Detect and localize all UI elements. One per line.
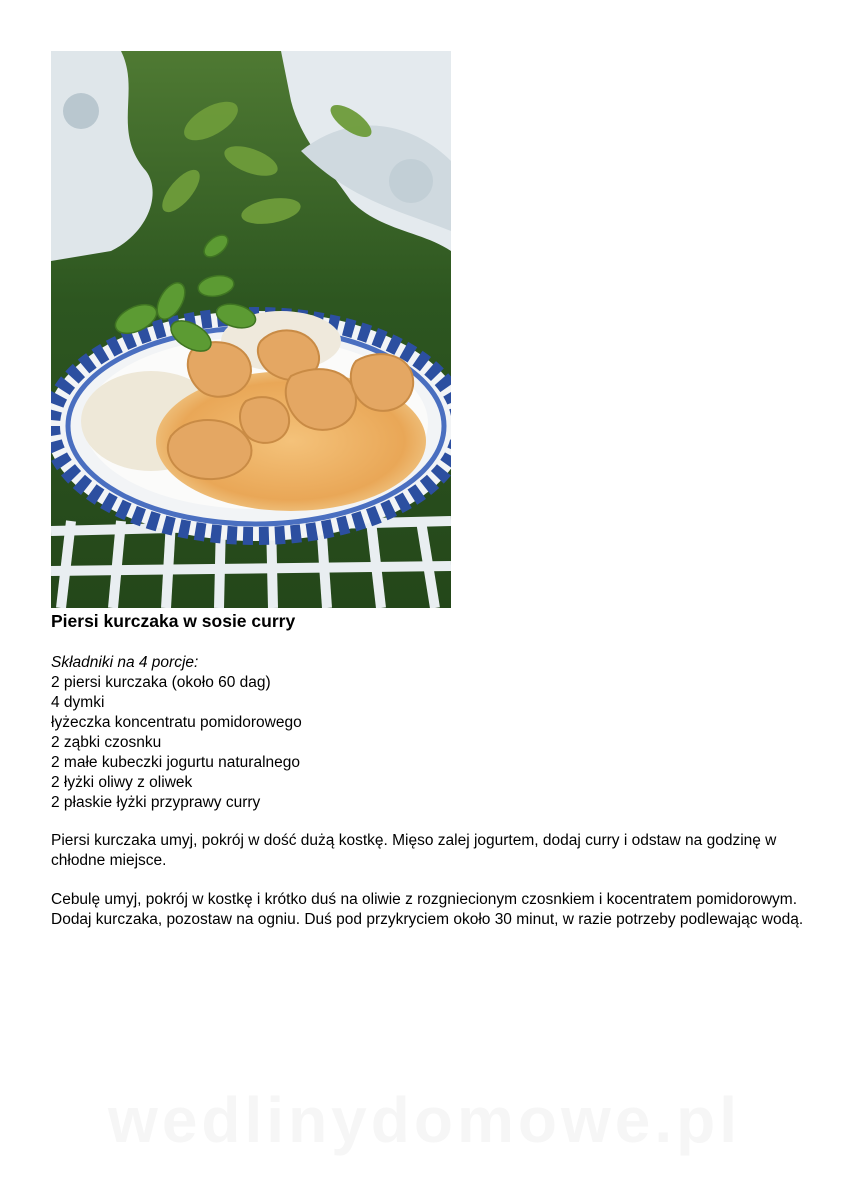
ingredient-item: 2 łyżki oliwy z oliwek bbox=[51, 774, 193, 791]
ingredients-list bbox=[51, 673, 811, 813]
ingredients-heading: Składniki na 4 porcje: bbox=[51, 654, 199, 671]
site-watermark: wedlinydomowe.pl bbox=[108, 1084, 741, 1156]
recipe-title: Piersi kurczaka w sosie curry bbox=[51, 611, 296, 631]
ingredient-item: 2 małe kubeczki jogurtu naturalnego bbox=[51, 754, 301, 771]
ingredient-item: 2 piersi kurczaka (około 60 dag) bbox=[51, 674, 271, 691]
ingredient-item: łyżeczka koncentratu pomidorowego bbox=[51, 714, 302, 731]
instruction-step: Cebulę umyj, pokrój w kostkę i krótko duś na oliwie z rozgniecionym czosnkiem i kocentratem pomidorowym. Dodaj kurczaka, pozostaw na ogniu. Duś pod przykryciem około 30 minut, w razie potrzeby podlewając wodą. bbox=[51, 891, 804, 928]
ingredient-item: 2 ząbki czosnku bbox=[51, 734, 162, 751]
ingredients-section bbox=[51, 653, 811, 813]
chicken-curry-dish-image bbox=[51, 51, 451, 608]
instruction-step: Piersi kurczaka umyj, pokrój w dość dużą kostkę. Mięso zalej jogurtem, dodaj curry i odstaw na godzinę w chłodne miejsce. bbox=[51, 832, 777, 869]
ingredient-item: 2 płaskie łyżki przyprawy curry bbox=[51, 794, 261, 811]
ingredient-item: 4 dymki bbox=[51, 694, 105, 711]
recipe-photo bbox=[51, 51, 451, 608]
